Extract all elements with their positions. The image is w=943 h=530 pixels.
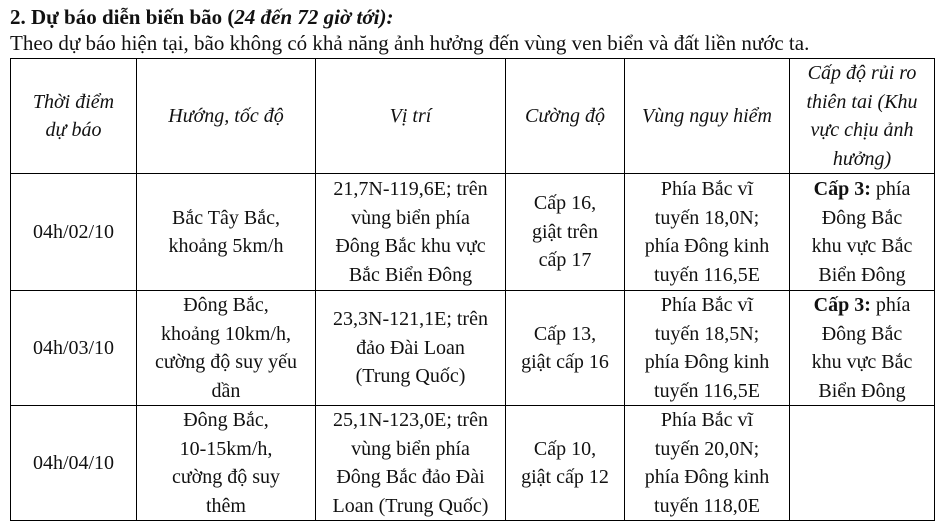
cell-intensity: Cấp 13, giật cấp 16 [506,291,625,406]
cell-time: 04h/03/10 [11,291,137,406]
cell-danger-zone: Phía Bắc vĩ tuyến 18,0N; phía Đông kinh tuyến 116,5E [625,174,790,291]
cell-risk-level: Cấp 3: phía Đông Bắc khu vực Bắc Biển Đông [790,174,935,291]
cell-intensity: Cấp 16, giật trên cấp 17 [506,174,625,291]
heading-prefix: 2. Dự báo diễn biến bão ( [10,5,235,29]
cell-position: 25,1N-123,0E; trên vùng biển phía Đông Bắc đảo Đài Loan (Trung Quốc) [316,406,506,521]
header-direction-speed: Hướng, tốc độ [137,59,316,174]
section-heading [10,4,393,30]
forecast-table [10,58,935,521]
table-row [11,291,935,406]
intro-text: Theo dự báo hiện tại, bão không có khả năng ảnh hưởng đến vùng ven biển và đất liền nước ta. [10,31,810,55]
header-intensity: Cường độ [506,59,625,174]
header-risk-level: Cấp độ rủi ro thiên tai (Khu vực chịu ảnh hưởng) [790,59,935,174]
header-position: Vị trí [316,59,506,174]
header-danger-zone: Vùng nguy hiểm [625,59,790,174]
cell-position: 21,7N-119,6E; trên vùng biển phía Đông Bắc khu vực Bắc Biển Đông [316,174,506,291]
cell-danger-zone: Phía Bắc vĩ tuyến 20,0N; phía Đông kinh tuyến 118,0E [625,406,790,521]
cell-direction: Đông Bắc, 10-15km/h, cường độ suy thêm [137,406,316,521]
cell-direction: Đông Bắc, khoảng 10km/h, cường độ suy yếu dần [137,291,316,406]
header-forecast-time: Thời điểm dự báo [11,59,137,174]
table-header-row [11,59,935,174]
cell-position: 23,3N-121,1E; trên đảo Đài Loan (Trung Quốc) [316,291,506,406]
cell-risk-level [790,406,935,521]
cell-time: 04h/04/10 [11,406,137,521]
cell-intensity: Cấp 10, giật cấp 12 [506,406,625,521]
cell-direction: Bắc Tây Bắc, khoảng 5km/h [137,174,316,291]
cell-risk-level: Cấp 3: phía Đông Bắc khu vực Bắc Biển Đông [790,291,935,406]
cell-time: 04h/02/10 [11,174,137,291]
cell-danger-zone: Phía Bắc vĩ tuyến 18,5N; phía Đông kinh tuyến 116,5E [625,291,790,406]
table-row [11,174,935,291]
table-row [11,406,935,521]
heading-italic: 24 đến 72 giờ tới): [234,5,394,29]
